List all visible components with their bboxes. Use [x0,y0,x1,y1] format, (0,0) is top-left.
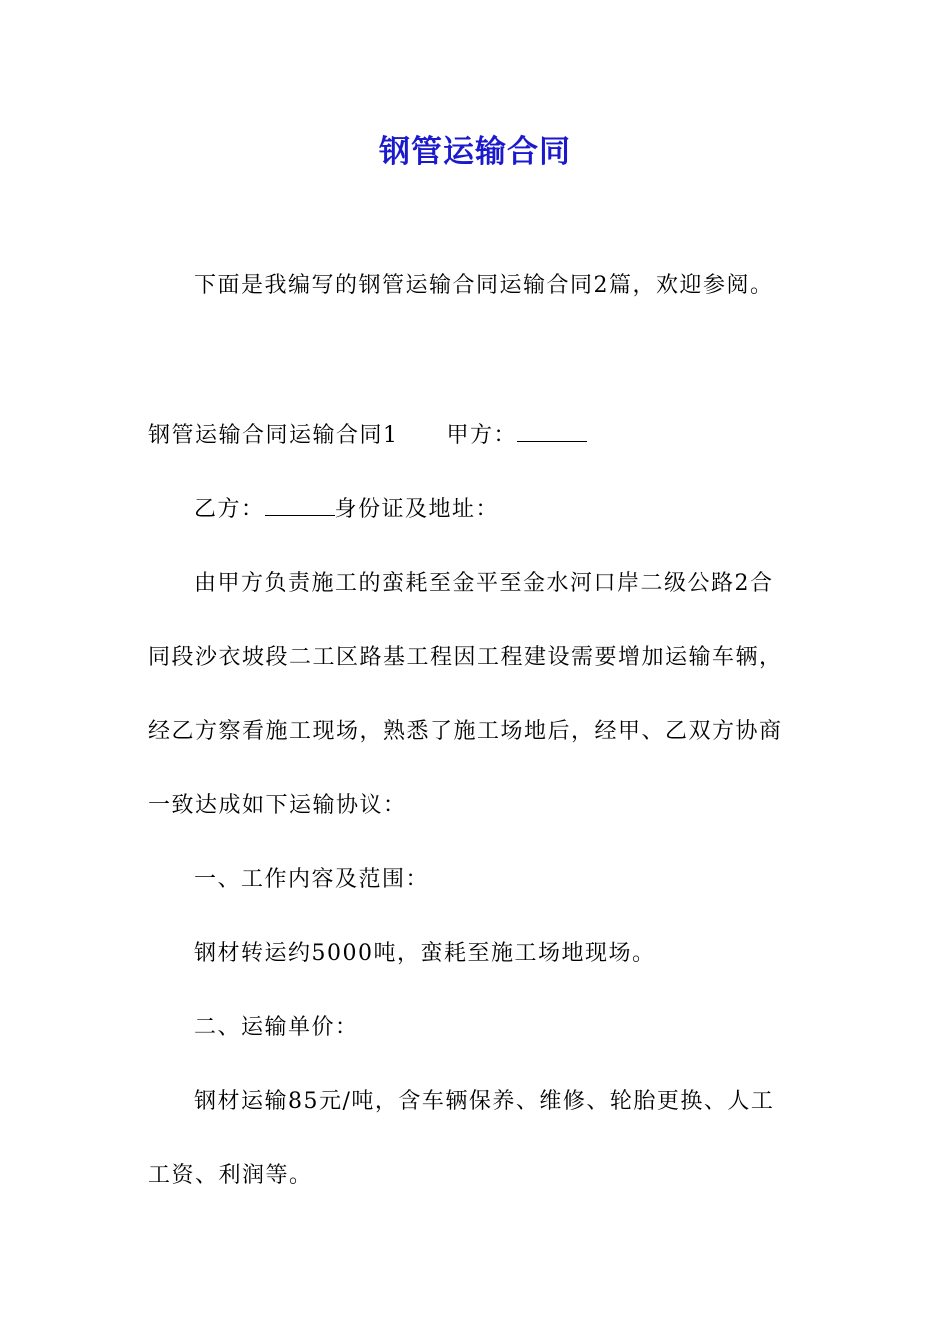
paragraph1-line4: 一致达成如下运输协议： [148,793,407,818]
paragraph1-line3: 经乙方察看施工现场，熟悉了施工场地后，经甲、乙双方协商 [148,719,783,744]
clause2-line1: 钢材运输85元/吨，含车辆保养、维修、轮胎更换、人工 [194,1089,775,1114]
party-a-label: 甲方： [446,423,518,448]
party-b-suffix: 身份证及地址： [334,497,500,522]
paragraph1-line1: 由甲方负责施工的蛮耗至金平至金水河口岸二级公路2合 [194,571,774,596]
party-b-label: 乙方： [194,497,265,522]
document-title: 钢管运输合同 [379,134,571,170]
paragraph1-line2: 同段沙衣坡段二工区路基工程因工程建设需要增加运输车辆， [148,645,783,670]
party-b-blank [265,495,335,516]
clause1-heading: 一、工作内容及范围： [194,867,430,892]
clause2-heading: 二、运输单价： [194,1015,359,1040]
party-a-blank [517,421,587,442]
section1-heading: 钢管运输合同运输合同1 [148,423,399,448]
intro-paragraph: 下面是我编写的钢管运输合同运输合同2篇，欢迎参阅。 [194,273,774,298]
section1-heading-line [148,418,828,454]
party-b-line [148,492,874,528]
clause1-text: 钢材转运约5000吨，蛮耗至施工场地现场。 [194,941,656,966]
clause2-line2: 工资、利润等。 [148,1163,313,1188]
